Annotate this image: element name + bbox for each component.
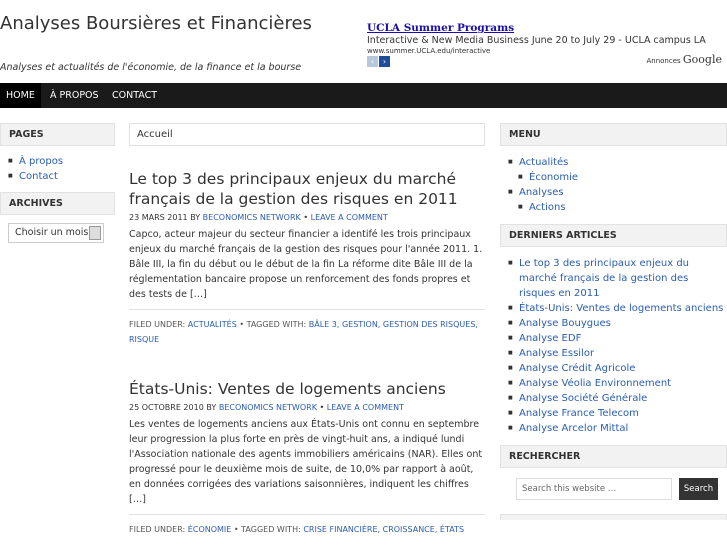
main-content: [129, 123, 485, 534]
archives-select[interactable]: [8, 223, 104, 243]
recent-post-item[interactable]: ■ Analyse Crédit Agricole: [508, 361, 727, 376]
search-button[interactable]: Search: [679, 478, 718, 500]
pages-list: [0, 146, 115, 192]
ad-text: Interactive & New Media Business June 20 to July 29 - UCLA campus LA: [367, 35, 706, 46]
recent-posts-heading: DERNIERS ARTICLES: [500, 224, 727, 247]
post-tags-links[interactable]: BÂLE 3, GESTION, GESTION DES RISQUES, RISQUE: [129, 320, 478, 344]
google-logo: Google: [682, 53, 722, 66]
recent-post-item[interactable]: ■ États-Unis: Ventes de logements anciens: [508, 301, 727, 316]
menu-list: [500, 146, 727, 224]
post-by: BY: [190, 213, 201, 222]
post: [129, 379, 485, 537]
recent-post-item[interactable]: ■ Analyse Essilor: [508, 346, 727, 361]
post-title[interactable]: Le top 3 des principaux enjeux du marché français de la gestion des risques en 2011: [129, 170, 458, 208]
meta-separator: •: [239, 320, 245, 329]
leave-comment-link[interactable]: LEAVE A COMMENT: [310, 213, 388, 222]
ad-url[interactable]: www.summer.UCLA.edu/interactive: [367, 47, 491, 55]
site-header: [0, 0, 727, 83]
recent-posts-list: [500, 247, 727, 445]
pages-heading: PAGES: [0, 123, 115, 146]
post-excerpt: Capco, acteur majeur du secteur financier a identifé les trois principaux enjeux du marché français de la gestion des risques pour l'année 2011. 1. Bâle III, la fin du début ou le début de la fin La réforme dite Bâle III de la réglementation bancaire propose un renforcement des fonds propres et des tests de […]: [129, 229, 483, 300]
post-author-link[interactable]: BECONOMICS NETWORK: [202, 213, 301, 222]
nav-home[interactable]: HOME: [0, 83, 41, 108]
post-category-link[interactable]: ACTUALITÉS: [187, 320, 237, 329]
meta-separator: •: [233, 525, 239, 534]
pages-item-a-propos[interactable]: ■ À propos: [8, 154, 115, 169]
menu-item-economie[interactable]: ■ Économie: [518, 170, 727, 185]
post-tags-links[interactable]: CRISE FINANCIÈRE, CROISSANCE, ÉTATS: [303, 525, 465, 534]
filed-under-label: FILED UNDER:: [129, 525, 186, 534]
menu-item-actualites[interactable]: ■ Actualités: [508, 155, 727, 170]
breadcrumb: Accueil: [129, 123, 485, 146]
post-meta: [129, 212, 485, 223]
menu-item-actions[interactable]: ■ Actions: [518, 200, 727, 215]
menu-item-analyses[interactable]: ■ Analyses: [508, 185, 727, 200]
post-footer: [129, 514, 485, 537]
ad-prev-icon[interactable]: ‹: [367, 56, 378, 67]
recent-post-item[interactable]: ■ Le top 3 des principaux enjeux du marché français de la gestion des risques en 2011: [508, 256, 727, 301]
ad-next-icon[interactable]: ›: [379, 56, 390, 67]
post-author-link[interactable]: BECONOMICS NETWORK: [218, 403, 317, 412]
recent-post-item[interactable]: ■ Analyse Arcelor Mittal: [508, 421, 727, 436]
ad-title-link[interactable]: UCLA Summer Programs: [367, 22, 515, 34]
recent-post-item[interactable]: ■ Analyse Bouygues: [508, 316, 727, 331]
dropdown-arrow-icon: [89, 226, 101, 240]
site-description: Analyses et actualités de l'économie, de la finance et la bourse: [0, 62, 302, 73]
search-input[interactable]: Search this website …: [516, 478, 672, 500]
recent-post-item[interactable]: ■ Analyse Société Générale: [508, 391, 727, 406]
ad-banner[interactable]: [367, 22, 722, 72]
tagged-with-label: TAGGED WITH:: [241, 525, 301, 534]
post-title[interactable]: États-Unis: Ventes de logements anciens: [129, 380, 446, 398]
archives-heading: ARCHIVES: [0, 192, 115, 215]
post-date: 25 OCTOBRE 2010: [129, 403, 204, 412]
post-meta: [129, 402, 485, 413]
main-navigation: [0, 83, 727, 108]
nav-contact[interactable]: CONTACT: [112, 90, 158, 101]
archives-select-value: Choisir un mois: [15, 227, 89, 238]
search-form: [500, 468, 727, 514]
post-by: BY: [206, 403, 217, 412]
search-heading: RECHERCHER: [500, 445, 727, 468]
site-title[interactable]: Analyses Boursières et Financières: [0, 13, 312, 34]
post-excerpt: Les ventes de logements anciens aux États-Unis ont connu en septembre leur progression la plus forte en près de vingt-huit ans, a indiqué lundi l'Association nationale des agents immobiliers américains (NAR). Elles ont progressé pour le deuxième mois de suite, de 10,0% par rapport à août, en données corrigées des variations saisonnières, indiquent les chiffres […]: [129, 419, 483, 505]
nav-a-propos[interactable]: À PROPOS: [50, 90, 99, 101]
menu-heading: MENU: [500, 123, 727, 146]
meta-separator: •: [319, 403, 325, 412]
meta-separator: •: [303, 213, 309, 222]
recent-post-item[interactable]: ■ Analyse France Telecom: [508, 406, 727, 421]
recent-post-item[interactable]: ■ Analyse Véolia Environnement: [508, 376, 727, 391]
next-widget-heading: [500, 514, 727, 520]
post: [129, 169, 485, 347]
ad-choices[interactable]: [646, 53, 722, 66]
ad-navigation: [367, 56, 391, 67]
filed-under-label: FILED UNDER:: [129, 320, 186, 329]
post-category-link[interactable]: ÉCONOMIE: [187, 525, 232, 534]
post-footer: [129, 309, 485, 347]
right-sidebar: [500, 123, 727, 520]
leave-comment-link[interactable]: LEAVE A COMMENT: [326, 403, 404, 412]
recent-post-item[interactable]: ■ Analyse EDF: [508, 331, 727, 346]
ad-choices-label: Annonces: [646, 57, 681, 65]
left-sidebar: [0, 123, 115, 243]
tagged-with-label: TAGGED WITH:: [246, 320, 307, 329]
post-date: 23 MARS 2011: [129, 213, 188, 222]
pages-item-contact[interactable]: ■ Contact: [8, 169, 115, 184]
